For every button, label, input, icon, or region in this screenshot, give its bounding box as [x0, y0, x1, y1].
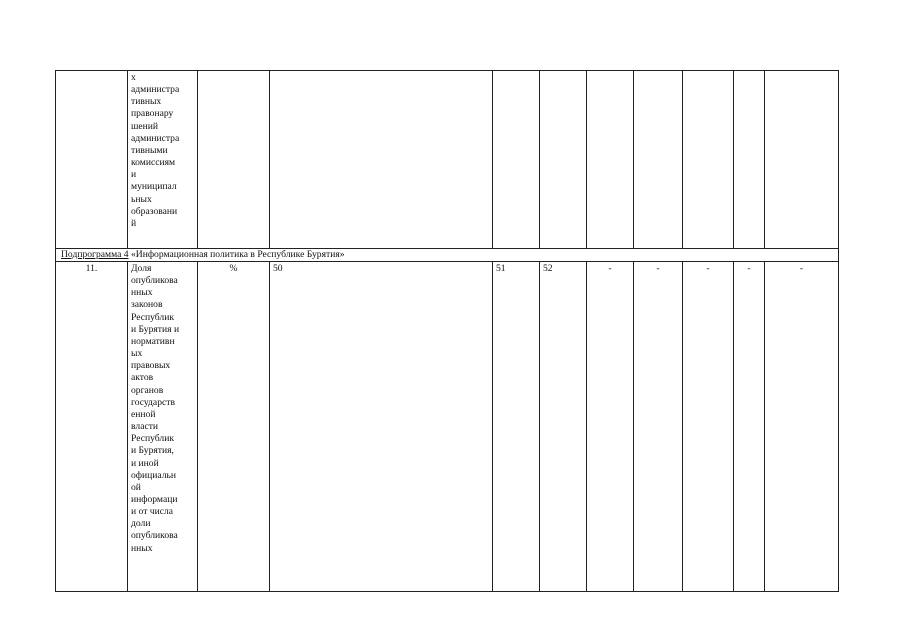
- cell-value-1: [270, 71, 493, 249]
- subprogram-title: «Информационная политика в Республике Бурятия»: [128, 249, 345, 260]
- cell-value-3: 52: [540, 262, 587, 592]
- cell-value-4: [587, 71, 634, 249]
- subprogram-row: [56, 249, 839, 262]
- cell-value-1: 50: [270, 262, 493, 592]
- cell-value-6: [683, 71, 734, 249]
- cell-value-6: -: [683, 262, 734, 592]
- cell-value-3: [540, 71, 587, 249]
- cell-value-2: [493, 71, 540, 249]
- cell-indicator: [128, 262, 198, 592]
- cell-number: 11.: [56, 262, 128, 592]
- cell-value-2: 51: [493, 262, 540, 592]
- subprogram-heading: [56, 249, 839, 262]
- indicator-text: х администра тивных правонару шений администра тивными комиссиям и муниципал ьных образовани й: [131, 72, 180, 229]
- cell-value-7: [734, 71, 765, 249]
- cell-value-4: -: [587, 262, 634, 592]
- cell-value-8: [765, 71, 839, 249]
- subprogram-label: Подпрограмма 4: [61, 249, 129, 260]
- indicators-table: [55, 70, 839, 592]
- table-row-11: [56, 262, 839, 592]
- cell-value-5: -: [634, 262, 683, 592]
- cell-indicator: [128, 71, 198, 249]
- cell-value-7: -: [734, 262, 765, 592]
- cell-unit: [198, 71, 270, 249]
- cell-number: [56, 71, 128, 249]
- cell-value-8: -: [765, 262, 839, 592]
- cell-unit: %: [198, 262, 270, 592]
- indicator-text: Доля опубликова нных законов Республик и Бурятия и нормативн ых правовых актов органов государств енной власти Республик и Бурятия, и иной официальн ой информаци и от числа доли опубликова нных: [131, 263, 180, 554]
- table-row-continuation: [56, 71, 839, 249]
- cell-value-5: [634, 71, 683, 249]
